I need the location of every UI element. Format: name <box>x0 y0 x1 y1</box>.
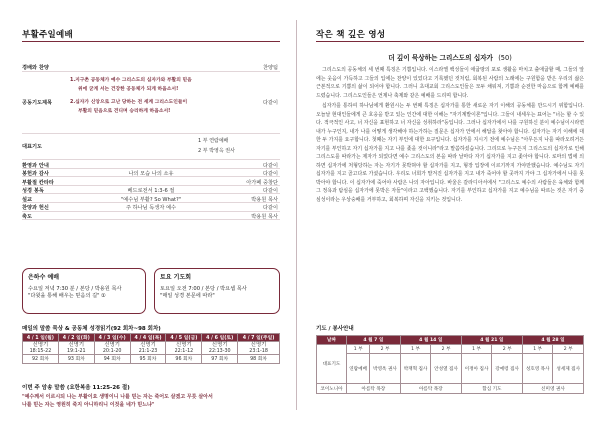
rep-prayer-lines <box>198 137 235 156</box>
staff-rep-prayer: 강예령 집사 <box>492 354 523 384</box>
left-column <box>0 0 292 424</box>
reading-round: 94 회차 <box>94 354 130 363</box>
order-item-name: 성경 봉독 <box>22 188 44 195</box>
reading-book: 신명기 <box>176 342 192 348</box>
eunhye-topic: "다윗을 통해 배우는 믿음의 길" ① <box>28 293 106 300</box>
reading-days-row <box>23 334 280 342</box>
staff-coffee-row <box>317 384 584 394</box>
staff-rep-prayer-row <box>317 354 584 384</box>
memory-verse-text <box>22 393 284 409</box>
staff-date-header: 날짜 <box>317 336 347 345</box>
reading-verses: 19:1-21 <box>66 348 86 354</box>
reading-round: 92 회차 <box>23 354 59 363</box>
staff-extra: 신미영 권사 <box>522 384 583 394</box>
staff-service: 2 부 <box>492 345 523 354</box>
staff-table <box>316 335 584 394</box>
reading-round: 98 회차 <box>238 354 280 363</box>
staff-service: 1 부 <box>461 345 492 354</box>
reading-book: 신명기 <box>250 342 267 348</box>
reading-title: 매일의 말씀 묵상 & 공동체 성경읽기(92 회차~98 회차) <box>22 326 161 332</box>
staff-coffee: 아름탁 목장 <box>400 384 461 394</box>
staff-title: 기도 / 봉사안내 <box>316 326 354 332</box>
staff-rep-prayer: 성호영 목사 <box>522 354 553 384</box>
staff-rep-prayer: 박영옥 권사 <box>370 354 401 384</box>
order-item-detail: 주 하나님 독생자 예수 <box>125 205 177 212</box>
reading-book: 신명기 <box>211 342 228 348</box>
prayer-topic-line: 부활의 믿음으로 견디며 승리하게 하옵소서! <box>78 109 171 115</box>
staff-rep-prayer: 박재혁 집사 <box>400 354 431 384</box>
reading-book: 신명기 <box>68 342 85 348</box>
eunhye-title: 은하수 예배 <box>28 274 60 281</box>
staff-dates-row <box>317 336 584 345</box>
order-item-detail: 베드로전서 1:3-6 절 <box>127 188 175 195</box>
reading-passage <box>94 342 130 355</box>
order-item-name: 설교 <box>22 196 33 203</box>
memory-verse-title: 이번 주 암송 말씀 (요한복음 11:25-26 절) <box>22 385 130 391</box>
staff-service: 2 부 <box>370 345 401 354</box>
reading-verses: 20:1-20 <box>102 348 122 354</box>
prayer-topics <box>70 76 240 116</box>
order-row <box>22 194 280 203</box>
staff-rep-prayer: 연람예배 <box>347 354 370 384</box>
order-row <box>22 62 280 72</box>
reading-book: 신명기 <box>104 342 120 348</box>
book-chapter-number: (50) <box>498 54 512 62</box>
staff-extra: 함심 기도 <box>461 384 522 394</box>
reading-passage <box>23 342 59 355</box>
worship-title-underline <box>22 41 280 42</box>
staff-rep-prayer: 이정아 집사 <box>461 354 492 384</box>
reading-passage <box>58 342 94 355</box>
prayer-topic-line: 2.십자가 신앙으로 고난 당하는 전 세계 그리스도인들이 <box>70 100 188 106</box>
order-item-leader: 박용원 목사 <box>251 196 278 203</box>
reading-day: 4 / 2 일(화) <box>58 334 94 342</box>
staff-service: 2 부 <box>553 345 584 354</box>
eunhye-time: 수요일 저녁 7:30 분 / 본당 / 박용원 목사 <box>28 285 122 292</box>
order-item-leader: 다같이 <box>262 100 278 106</box>
order-item-detail: "예수님 부활? So What?" <box>120 196 182 203</box>
reading-round: 93 회차 <box>58 354 94 363</box>
reading-passage <box>166 342 202 355</box>
reading-round: 97 회차 <box>202 354 238 363</box>
staff-service: 1 부 <box>400 345 431 354</box>
order-item-leader: 박용원 목사 <box>251 214 278 221</box>
right-column <box>300 0 600 424</box>
order-row <box>22 186 280 195</box>
order-row <box>22 177 280 186</box>
order-item-name: 축도 <box>22 214 33 221</box>
staff-rep-prayer: 성세제 집사 <box>553 354 584 384</box>
saturday-topic: "매일 성경 본문에 따라" <box>160 293 215 300</box>
worship-title: 부활주일예배 <box>22 30 74 40</box>
order-item-name: 찬양과 헌신 <box>22 205 49 212</box>
meditation-title: 작은 책 깊은 영성 <box>316 30 386 40</box>
order-item-name: 환영과 안내 <box>22 162 49 169</box>
eunhye-worship-box <box>22 268 146 314</box>
order-item-name: 대표기도 <box>22 144 43 150</box>
reading-book: 신명기 <box>32 342 49 348</box>
meditation-paragraph: 그리스도의 공동체의 세 번째 특징은 기쁨입니다. 이스라엘 백성들이 애굽땅의 포로 생활을 마치고 출애굽할 때, 그들의 앞에는 웃음이 가득하고 그들의 입에는 찬양이 있었다고 기록했던 것처럼, 회복된 사람의 노래에는 구원함을 받은 우리의 삶은 근본적으로 기쁨의 삶이 되어야 합니다. 그러니 초대교회 그리스도인들은 모두 채워져, 기쁨과 순전한 마음으로 함께 예배를 드렸습니다. 그리스도인들은 언제나 축제와 같은 예배를 드리며 합니다. <box>316 67 584 99</box>
reading-passage <box>130 342 166 355</box>
meditation-body <box>316 66 584 206</box>
staff-date: 4 월 21 일 <box>461 336 522 345</box>
reading-day: 4 / 6 일(토) <box>202 334 238 342</box>
order-item-name: 경배와 찬양 <box>22 64 49 71</box>
saturday-time: 토요일 오전 7:00 / 본당 / 박요셉 목사 <box>160 285 247 292</box>
memory-verse-line: "예수께서 이르시되 나는 부활이요 생명이니 나를 믿는 자는 죽어도 살겠고 무릇 살아서 <box>22 394 213 400</box>
book-title: 더 깊이 묵상하는 그리스도의 십자가 <box>388 54 493 62</box>
staff-coffee-label: 코이노니아 <box>317 384 347 394</box>
staff-service: 1 부 <box>522 345 553 354</box>
order-item-leader: 아가페 중창단 <box>246 179 278 186</box>
staff-service: 1 부 <box>347 345 370 354</box>
staff-date: 4 월 28 일 <box>522 336 583 345</box>
staff-date: 4 월 14 일 <box>400 336 461 345</box>
meditation-paragraph: 십자가를 통하여 하나님에게 환원시는 두 번째 특징은 십자가를 통한 새로운 자기 이해의 공동체를 만드시기 위함입니다. 오늘날 현대인들에게 큰 호응을 받고 있는 인간에 대한 이해는 "자기계발이론"입니다. 그들이 내세우는 표어는 "너는 할 수 있다. 적극적인 사고, 너 자신을 표현하고 너 자신을 성취하라"등입니다. 그러나 십자가에서 나를 구원하신 분이 예수님이시라면 내가 누구인지, 내가 나를 어떻게 생각해야 하는가하는 질문은 십자가 안에서 해답을 찾아야 합니다. 십자가는 자기 이해에 대한 두 가지를 요구합니다. 첫째는 자기 부인에 대한 요구입니다. 십자가를 지시기 전에 예수님은 "아무든지 나를 따라오려거든 자기를 부인하고 자기 십자가를 지고 나를 좇을 것이니라"라고 말씀하셨습니다. 그리므로 누구든지 그리스도의 십자가로 인해 그리스도를 따라가는 제자가 되었다면 예수 그리스도의 본을 따라 날마다 자기 십자가를 지고 좇아야 합니다. 로마의 법에 의하면 십자가에 처형당하는 자는 자기가 못박혀야 할 십자가를 지고, 형장 입장에 이르기까지 가야만했습니다. 예수님도 자기 십자가를 지고 골고다로 가셨습니다. 우리도 너희가 말겨진 십자가를 지고 내가 죽어야 할 곳까지 가야 그 십자가에서 나를 못박아야 합니다. 이 십자가에 죽어야 사람은 나의 자아입니다. 바울은 갈라디아서에서 "그리스도 예수의 사람들은 육체와 함께 그 정욕과 탐심을 십자가에 못박은 자들"이라고 고백했습니다. 자기를 부인하고 십자가를 지고 예수님을 따르는 것은 자기 중심성이라는 우상숭배를 거부하고, 회복하며 자신을 지키는 것입니다. <box>316 103 584 203</box>
reading-verses: 23:1-18 <box>249 348 268 354</box>
order-row <box>22 212 280 221</box>
reading-day: 4 / 3 일(수) <box>94 334 130 342</box>
reading-round-row <box>23 354 280 363</box>
prayer-topic-line: 1.지구촌 공동체가 예수 그리스도의 십자가와 부활의 믿음 <box>70 78 192 83</box>
reading-day: 4 / 5 일(금) <box>166 334 202 342</box>
reading-verses: 22:13-30 <box>208 348 231 354</box>
order-item-leader: 다같이 <box>262 171 278 178</box>
saturday-prayer-box <box>154 268 280 314</box>
staff-service: 2 부 <box>431 345 462 354</box>
order-item-name: 부활절 칸타타 <box>22 179 54 186</box>
order-row <box>22 169 280 178</box>
worship-order <box>22 62 280 220</box>
reading-verses: 18:15-22 <box>29 348 52 354</box>
prayer-topic-line: 위에 굳게 서는 건강한 공동체가 되게 하옵소서! <box>78 87 179 93</box>
reading-passage <box>238 342 280 355</box>
order-item-leader: 다같이 <box>262 162 278 169</box>
order-row <box>22 160 280 169</box>
order-row-prayer <box>22 72 280 134</box>
staff-coffee: 아름탁 목장 <box>347 384 401 394</box>
order-item-detail: 나의 모습 나의 소유 <box>128 171 174 178</box>
order-item-name: 봉헌과 감사 <box>22 171 49 178</box>
staff-service-row <box>317 345 584 354</box>
order-item-name: 공동기도제목 <box>22 100 53 106</box>
memory-verse-line: 나를 믿는 자는 영원히 죽지 아니하리니 이것을 네가 믿느냐" <box>22 402 155 408</box>
column-divider <box>296 20 297 410</box>
staff-rep-prayer-label: 대표기도 <box>317 345 347 384</box>
order-item-leader: 다같이 <box>262 205 278 212</box>
reading-passage <box>202 342 238 355</box>
reading-book: 신명기 <box>140 342 156 348</box>
order-row <box>22 203 280 212</box>
staff-date: 4 월 7 일 <box>347 336 401 345</box>
reading-day: 4 / 4 일(목) <box>130 334 166 342</box>
reading-day: 4 / 7 일(주일) <box>238 334 280 342</box>
rep-prayer-line: 1 부 연람예배 <box>198 138 229 144</box>
saturday-title: 토요 기도회 <box>160 274 192 281</box>
book-title-line <box>316 52 584 62</box>
reading-day: 4 / 1 일(월) <box>23 334 59 342</box>
rep-prayer-line: 2 부 박영옥 권사 <box>198 147 235 154</box>
order-item-leader: 다같이 <box>262 188 278 195</box>
reading-round: 96 회차 <box>166 354 202 363</box>
order-item-leader: 찬양팀 <box>262 64 278 71</box>
reading-verses: 22:1-12 <box>174 348 194 354</box>
meditation-title-underline <box>316 41 584 42</box>
reading-table <box>22 333 280 364</box>
reading-verses: 21:1-23 <box>138 348 158 354</box>
staff-rep-prayer: 안성열 집사 <box>431 354 462 384</box>
reading-round: 95 회차 <box>130 354 166 363</box>
order-row-rep-prayer <box>22 134 280 160</box>
reading-passage-row <box>23 342 280 355</box>
